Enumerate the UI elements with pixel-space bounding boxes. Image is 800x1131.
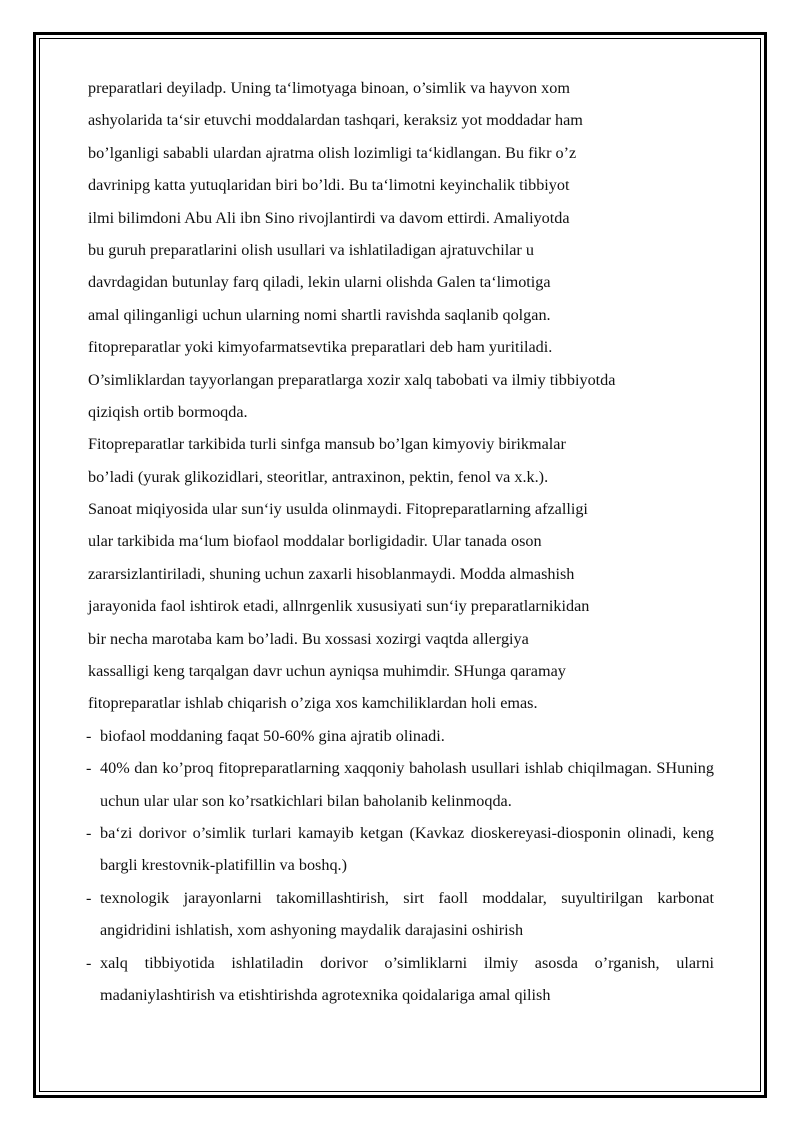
text-line: qiziqish ortib bormoqda. — [88, 402, 248, 421]
text-line: bu guruh preparatlarini olish usullari va ishlatiladigan ajratuvchilar u — [88, 240, 534, 259]
list-dash: - — [86, 888, 92, 907]
list-item-text: biofaol moddaning faqat 50-60% gina ajratib olinadi. — [100, 726, 445, 745]
list-dash: - — [86, 953, 92, 972]
text-line: ashyolarida ta‘sir etuvchi moddalardan tashqari, keraksiz yot moddadar ham — [88, 111, 583, 130]
list-item — [88, 817, 714, 882]
text-line: zararsizlantiriladi, shuning uchun zaxarli hisoblanmaydi. Modda almashish — [88, 564, 575, 583]
text-line: kassalligi keng tarqalgan davr uchun ayniqsa muhimdir. SHunga qaramay — [88, 662, 566, 681]
text-line: bir necha marotaba kam bo’ladi. Bu xossasi xozirgi vaqtda allergiya — [88, 629, 529, 648]
text-line: ilmi bilimdoni Abu Ali ibn Sino rivojlantirdi va davom ettirdi. Amaliyotda — [88, 208, 570, 227]
text-line: jarayonida faol ishtirok etadi, allnrgenlik xususiyati sun‘iy preparatlarnikidan — [88, 597, 590, 616]
text-line: davrdagidan butunlay farq qiladi, lekin ularni olishda Galen ta‘limotiga — [88, 273, 551, 292]
text-line: O’simliklardan tayyorlangan preparatlarga xozir xalq tabobati va ilmiy tibbiyotda — [88, 370, 616, 389]
text-line: bo’lganligi sababli ulardan ajratma olish lozimligi ta‘kidlangan. Bu fikr o’z — [88, 143, 577, 162]
text-line: preparatlari deyiladp. Uning ta‘limotyaga binoan, o’simlik va hayvon xom — [88, 79, 570, 97]
list-dash: - — [86, 759, 92, 778]
list-dash: - — [86, 726, 92, 745]
text-line: Fitopreparatlar tarkibida turli sinfga mansub bo’lgan kimyoviy birikmalar — [88, 435, 566, 454]
text-line: bo’ladi (yurak glikozidlari, steoritlar, antraxinon, pektin, fenol va x.k.). — [88, 467, 549, 486]
text-line: fitopreparatlar yoki kimyofarmatsevtika preparatlari deb ham yuritiladi. — [88, 338, 553, 357]
list-item — [88, 720, 714, 752]
bullet-list — [88, 720, 714, 1012]
list-item — [88, 882, 714, 947]
list-item-text: texnologik jarayonlarni takomillashtirish, sirt faoll moddalar, suyultirilgan karbonat angidridini ishlatish, xom ashyoning maydalik darajasini oshirish — [100, 888, 714, 940]
list-item-text: ba‘zi dorivor o’simlik turlari kamayib ketgan (Kavkaz dioskereyasi-diosponin olinadi, keng bargli krestovnik-platifillin va boshq.) — [100, 824, 714, 875]
list-item-text: 40% dan ko’proq fitopreparatlarning xaqqoniy baholash usullari ishlab chiqilmagan. SHuning uchun ular ular son ko’rsatkichlari bilan baholanib kelinmoqda. — [100, 759, 714, 810]
list-item-text: xalq tibbiyotida ishlatiladin dorivor o’simliklarni ilmiy asosda o’rganish, ularni madaniylashtirish va etishtirishda agrotexnika qoidalariga amal qilish — [100, 953, 714, 1005]
list-item — [88, 752, 714, 817]
text-line: ular tarkibida ma‘lum biofaol moddalar borligidadir. Ular tanada oson — [88, 532, 542, 551]
text-line: fitopreparatlar ishlab chiqarish o’ziga xos kamchiliklardan holi emas. — [88, 694, 538, 713]
text-line: amal qilinganligi uchun ularning nomi shartli ravishda saqlanib qolgan. — [88, 305, 551, 324]
document-body — [88, 72, 714, 1011]
text-line: davrinipg katta yutuqlaridan biri bo’ldi. Bu ta‘limotni keyinchalik tibbiyot — [88, 176, 570, 195]
paragraph — [88, 72, 714, 720]
list-dash: - — [86, 824, 92, 843]
text-line: Sanoat miqiyosida ular sun‘iy usulda olinmaydi. Fitopreparatlarning afzalligi — [88, 500, 588, 519]
list-item — [88, 947, 714, 1012]
